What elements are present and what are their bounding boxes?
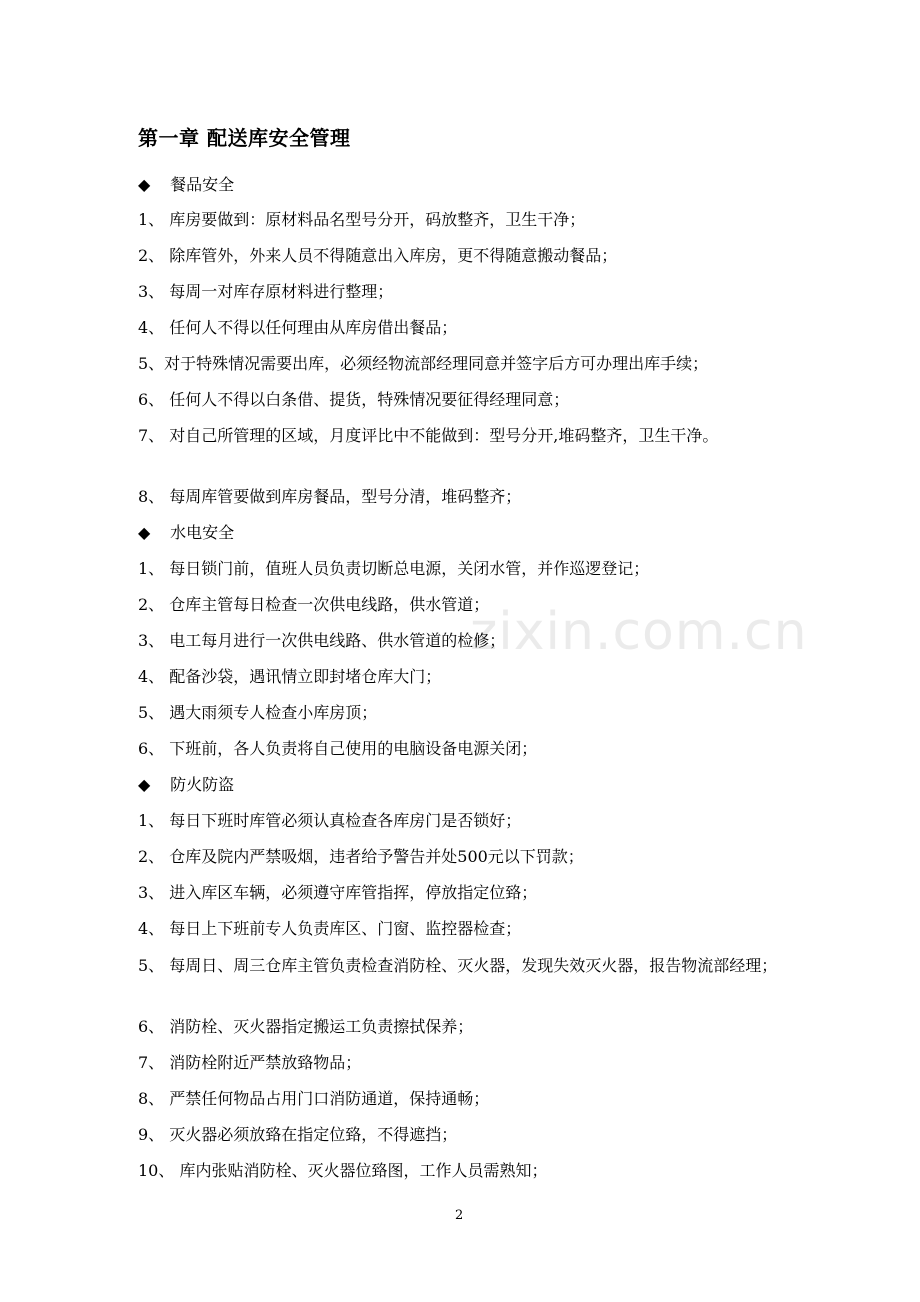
list-item: 5、 遇大雨须专人检查小库房顶；	[138, 703, 378, 722]
diamond-bullet-icon: ◆	[138, 523, 151, 542]
page-number: 2	[455, 1208, 464, 1223]
list-item: 9、 灭火器必须放臵在指定位臵，不得遮挡；	[138, 1125, 458, 1144]
list-item: 1、 每日下班时库管必须认真检查各库房门是否锁好；	[138, 811, 522, 830]
list-item: 4、 每日上下班前专人负责库区、门窗、监控器检查；	[138, 919, 522, 938]
chapter-title: 第一章 配送库安全管理	[138, 126, 351, 150]
list-item: 6、 下班前，各人负责将自己使用的电脑设备电源关闭；	[138, 739, 538, 758]
list-item: 7、 对自己所管理的区域，月度评比中不能做到：型号分开,堆码整齐，卫生干净。	[138, 426, 719, 445]
diamond-bullet-icon: ◆	[138, 175, 151, 194]
watermark: zixin.com.cn	[470, 602, 808, 662]
list-item: 3、 进入库区车辆，必须遵守库管指挥，停放指定位臵；	[138, 883, 538, 902]
list-item: 2、 除库管外，外来人员不得随意出入库房，更不得随意搬动餐品；	[138, 246, 618, 265]
list-item: 7、 消防栓附近严禁放臵物品；	[138, 1053, 362, 1072]
list-item: 3、 每周一对库存原材料进行整理；	[138, 282, 394, 301]
list-item: 2、 仓库主管每日检查一次供电线路，供水管道；	[138, 595, 490, 614]
list-item: 3、 电工每月进行一次供电线路、供水管道的检修；	[138, 631, 506, 650]
list-item: 8、 每周库管要做到库房餐品，型号分清，堆码整齐；	[138, 487, 522, 506]
diamond-bullet-icon: ◆	[138, 775, 151, 794]
list-item: 4、 配备沙袋，遇讯情立即封堵仓库大门；	[138, 667, 442, 686]
list-item: 1、 库房要做到：原材料品名型号分开，码放整齐，卫生干净；	[138, 210, 586, 229]
section-heading: ◆ 餐品安全	[138, 175, 235, 194]
list-item: 5、 每周日、周三仓库主管负责检查消防栓、灭火器，发现失效灭火器，报告物流部经理；	[138, 956, 778, 975]
list-item: 6、 任何人不得以白条借、提货，特殊情况要征得经理同意；	[138, 390, 570, 409]
section-heading: ◆ 防火防盗	[138, 775, 235, 794]
list-item: 6、 消防栓、灭火器指定搬运工负责擦拭保养；	[138, 1017, 474, 1036]
section-heading: ◆ 水电安全	[138, 523, 235, 542]
list-item: 4、 任何人不得以任何理由从库房借出餐品；	[138, 318, 458, 337]
list-item: 2、 仓库及院内严禁吸烟，违者给予警告并处500元以下罚款；	[138, 847, 584, 866]
list-item: 1、 每日锁门前，值班人员负责切断总电源，关闭水管，并作巡逻登记；	[138, 559, 650, 578]
list-item: 5、对于特殊情况需要出库，必须经物流部经理同意并签字后方可办理出库手续；	[138, 354, 709, 373]
list-item: 10、 库内张贴消防栓、灭火器位臵图，工作人员需熟知；	[138, 1161, 548, 1180]
list-item: 8、 严禁任何物品占用门口消防通道，保持通畅；	[138, 1089, 490, 1108]
